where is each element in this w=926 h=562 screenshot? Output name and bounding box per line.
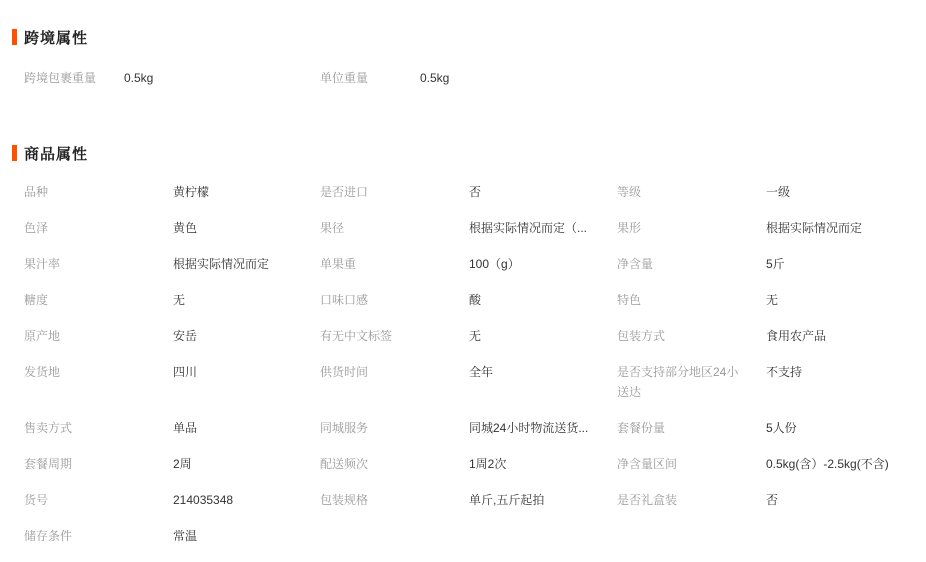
- attr-cell: [24, 362, 320, 402]
- attr-cell: [617, 218, 926, 238]
- section-product-attributes: [0, 144, 926, 562]
- cross-border-title: 跨境属性: [24, 29, 89, 47]
- attr-label: 是否支持部分地区24小 送达: [617, 365, 739, 399]
- attr-cell: [24, 490, 320, 510]
- attr-cell: [617, 290, 926, 310]
- attr-label: 色泽: [24, 221, 49, 235]
- attr-label: 果径: [320, 221, 345, 235]
- cross-border-header: [0, 28, 926, 46]
- attr-cell: [24, 454, 320, 474]
- cross-border-grid: [0, 68, 926, 88]
- attr-value: 0.5kg(含）-2.5kg(不含): [766, 457, 889, 471]
- attr-label: 净含量区间: [617, 457, 678, 471]
- product-attributes-grid: [0, 182, 926, 562]
- attr-label: 果汁率: [24, 257, 61, 271]
- attr-label: 单果重: [320, 257, 357, 271]
- attr-value: 否: [766, 493, 779, 507]
- attr-value: 5人份: [766, 421, 797, 435]
- attr-cell: [320, 362, 617, 402]
- attr-cell: [24, 254, 320, 274]
- attr-label: 配送频次: [320, 457, 369, 471]
- attr-label: 原产地: [24, 329, 61, 343]
- section-marker: [12, 29, 17, 45]
- attr-label: 售卖方式: [24, 421, 73, 435]
- attr-cell: [24, 68, 320, 88]
- attr-label: 包装规格: [320, 493, 369, 507]
- attr-value: 无: [469, 329, 482, 343]
- attr-value: 安岳: [173, 329, 198, 343]
- attr-label: 品种: [24, 185, 49, 199]
- attr-value: 不支持: [766, 365, 803, 379]
- attr-cell: [24, 218, 320, 238]
- attr-cell: [320, 68, 926, 88]
- product-attributes-title: 商品属性: [24, 145, 89, 163]
- attr-value: 根据实际情况而定: [766, 221, 863, 235]
- attr-value: 黄柠檬: [173, 185, 210, 199]
- attr-value: 100（g）: [469, 257, 520, 271]
- attr-value: 2周: [173, 457, 192, 471]
- attr-cell: [617, 326, 926, 346]
- attr-value: 四川: [173, 365, 198, 379]
- attr-label: 口味口感: [320, 293, 369, 307]
- attr-value: 一级: [766, 185, 791, 199]
- attr-value: 0.5kg: [420, 71, 450, 85]
- attr-value: 常温: [173, 529, 198, 543]
- attr-value: 同城24小时物流送货...: [469, 421, 589, 435]
- section-marker: [12, 145, 17, 161]
- attr-label: 同城服务: [320, 421, 369, 435]
- attr-label: 是否礼盒装: [617, 493, 678, 507]
- attr-cell: [320, 454, 617, 474]
- attr-cell: [24, 526, 320, 546]
- attr-value: 黄色: [173, 221, 198, 235]
- attr-cell: [24, 326, 320, 346]
- attr-label: 净含量: [617, 257, 654, 271]
- attr-label: 有无中文标签: [320, 329, 393, 343]
- attr-cell: [24, 418, 320, 438]
- attr-value: 5斤: [766, 257, 785, 271]
- attr-value: 0.5kg: [124, 71, 154, 85]
- attr-value: 214035348: [173, 493, 234, 507]
- attr-cell: [320, 418, 617, 438]
- attr-label: 是否进口: [320, 185, 369, 199]
- attr-cell: [24, 290, 320, 310]
- attr-value: 全年: [469, 365, 494, 379]
- attr-label: 跨境包裹重量: [24, 71, 97, 85]
- section-cross-border: [0, 28, 926, 88]
- attr-cell: [320, 490, 617, 510]
- attr-cell: [320, 218, 617, 238]
- attr-label: 糖度: [24, 293, 49, 307]
- attr-label: 发货地: [24, 365, 61, 379]
- attr-label: 果形: [617, 221, 642, 235]
- attr-cell: [320, 326, 617, 346]
- attr-value: 否: [469, 185, 482, 199]
- attr-value: 1周2次: [469, 457, 507, 471]
- attr-value: 单品: [173, 421, 198, 435]
- attr-cell: [320, 254, 617, 274]
- attr-label: 等级: [617, 185, 642, 199]
- attr-label: 特色: [617, 293, 642, 307]
- attr-cell: [320, 290, 617, 310]
- attr-label: 包装方式: [617, 329, 666, 343]
- attr-cell: [617, 454, 926, 474]
- attr-cell: [617, 254, 926, 274]
- attr-value: 根据实际情况而定（...: [469, 221, 588, 235]
- product-attributes-header: [0, 144, 926, 162]
- attr-cell: [24, 182, 320, 202]
- attr-value: 食用农产品: [766, 329, 827, 343]
- attr-value: 单斤,五斤起拍: [469, 493, 545, 507]
- attr-label: 套餐份量: [617, 421, 666, 435]
- attr-cell: [617, 418, 926, 438]
- attr-cell: [617, 362, 926, 402]
- attr-value: 酸: [469, 293, 482, 307]
- attr-cell: [617, 182, 926, 202]
- attr-label: 套餐周期: [24, 457, 73, 471]
- attr-label: 货号: [24, 493, 49, 507]
- attr-value: 无: [173, 293, 186, 307]
- attr-label: 供货时间: [320, 365, 369, 379]
- attr-value: 根据实际情况而定: [173, 257, 270, 271]
- attr-label: 单位重量: [320, 71, 369, 85]
- attr-label: 储存条件: [24, 529, 73, 543]
- attr-cell: [617, 490, 926, 510]
- attr-cell: [320, 182, 617, 202]
- attr-value: 无: [766, 293, 779, 307]
